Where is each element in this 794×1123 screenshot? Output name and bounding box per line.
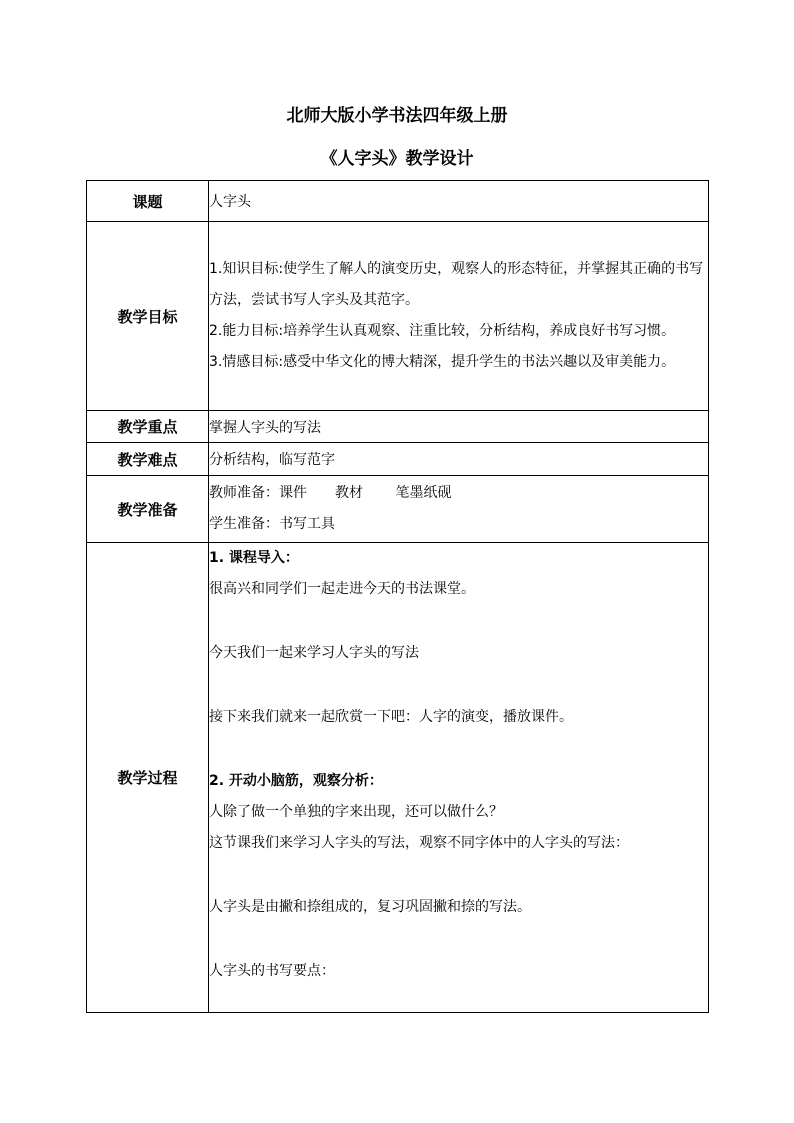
topic-value: 人字头 [209,181,709,222]
topic-label: 课题 [87,181,209,222]
table-row-key-points [87,411,709,443]
key-points-label: 教学重点 [87,411,209,443]
process-section1-paragraph: 今天我们一起来学习人字头的写法 [209,645,419,661]
goals-label: 教学目标 [87,222,209,411]
lesson-plan-table [86,180,709,1013]
process-section1-paragraph: 很高兴和同学们一起走进今天的书法课堂。 [209,581,475,597]
blank-line [209,733,708,766]
goal-item-emotion: 3.情感目标:感受中华文化的博大精深，提升学生的书法兴趣以及审美能力。 [209,354,676,370]
table-row-difficulties [87,443,709,476]
preparation-label: 教学准备 [87,476,209,543]
preparation-content [209,476,709,543]
process-section2-paragraph: 人除了做一个单独的字来出现，还可以做什么？ [209,804,503,820]
document-subtitle: 《人字头》教学设计 [320,149,474,169]
process-section2-paragraph: 人字头是由撇和捺组成的，复习巩固撇和捺的写法。 [209,899,531,915]
blank-line [209,923,708,956]
difficulties-value: 分析结构，临写范字 [209,443,709,476]
goal-item-knowledge: 1.知识目标:使学生了解人的演变历史，观察人的形态特征，并掌握其正确的书写方法，尝试书写人字头及其范字。 [209,261,704,308]
table-row-preparation [87,476,709,543]
table-row-topic [87,181,709,222]
blank-line [209,859,708,892]
process-content [209,543,709,1013]
student-preparation: 学生准备：书写工具 [209,516,335,532]
process-section2-paragraph: 这节课我们来学习人字头的写法，观察不同字体中的人字头的写法： [209,835,629,851]
key-points-value: 掌握人字头的写法 [209,411,709,443]
blank-line [209,669,708,702]
goals-content [209,222,709,411]
teacher-preparation: 教师准备：课件 教材 笔墨纸砚 [209,485,452,501]
process-section1-paragraph: 接下来我们就来一起欣赏一下吧：人字的演变，播放课件。 [209,709,573,725]
goal-item-ability: 2.能力目标:培养学生认真观察、注重比较，分析结构，养成良好书写习惯。 [209,323,676,339]
difficulties-label: 教学难点 [87,443,209,476]
table-row-goals [87,222,709,411]
process-section2-heading: 2. 开动小脑筋，观察分析： [209,773,383,789]
process-label: 教学过程 [87,543,209,1013]
process-section2-paragraph: 人字头的书写要点： [209,963,335,979]
blank-line [209,605,708,638]
process-section1-heading: 1. 课程导入： [209,550,299,566]
document-title: 北师大版小学书法四年级上册 [286,106,508,126]
table-row-process [87,543,709,1013]
